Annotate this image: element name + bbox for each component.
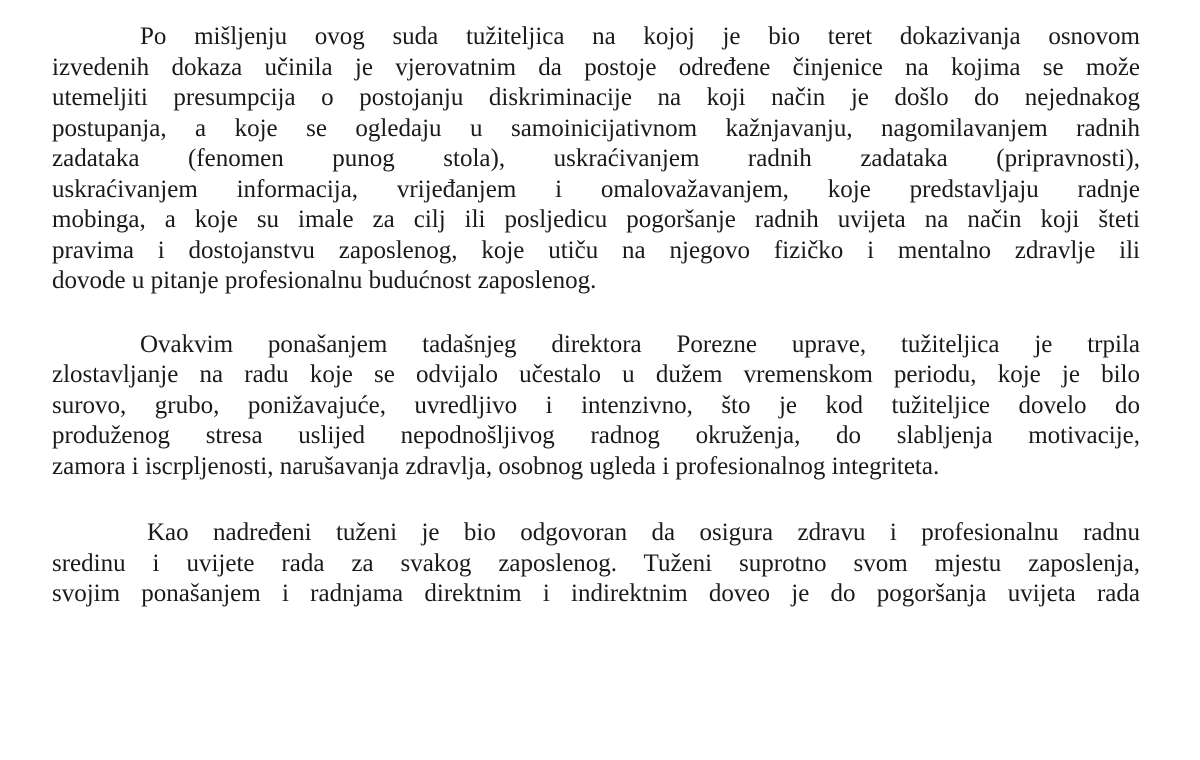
text-line: Po mišljenju ovog suda tužiteljica na kojoj je bio teret dokazivanja osnovom [140, 23, 1140, 50]
text-line: zadataka (fenomen punog stola), uskraćivanjem radnih zadataka (pripravnosti), [52, 145, 1140, 172]
text-line: produženog stresa uslijed nepodnošljivog radnog okruženja, do slabljenja motivacije, [52, 422, 1140, 449]
document-page [52, 22, 1140, 610]
text-line: utemeljiti presumpcija o postojanju diskriminacije na koji način je došlo do nejednakog [52, 84, 1140, 111]
text-line: Kao nadređeni tuženi je bio odgovoran da osigura zdravu i profesionalnu radnu [147, 519, 1140, 546]
text-line: postupanja, a koje se ogledaju u samoinicijativnom kažnjavanju, nagomilavanjem radnih [52, 114, 1140, 142]
text-line: pravima i dostojanstvu zaposlenog, koje utiču na njegovo fizičko i mentalno zdravlje ili [52, 236, 1140, 264]
paragraph-2 [52, 330, 1140, 483]
text-line: sredinu i uvijete rada za svakog zaposlenog. Tuženi suprotno svom mjestu zaposlenja, [52, 549, 1140, 577]
text-line: Ovakvim ponašanjem tadašnjeg direktora Porezne uprave, tužiteljica je trpila [140, 330, 1140, 358]
text-line: izvedenih dokaza učinila je vjerovatnim da postoje određene činjenice na kojima se može [52, 53, 1140, 81]
text-line: surovo, grubo, ponižavajuće, uvredljivo i intenzivno, što je kod tužiteljice dovelo do [52, 391, 1140, 419]
text-line: zamora i iscrpljenosti, narušavanja zdravlja, osobnog ugleda i profesionalnog integriteta. [52, 452, 940, 480]
text-line: dovode u pitanje profesionalnu budućnost zaposlenog. [52, 267, 597, 294]
paragraph-1 [52, 22, 1140, 297]
text-line: uskraćivanjem informacija, vrijeđanjem i omalovažavanjem, koje predstavljaju radnje [52, 175, 1140, 203]
text-line: mobinga, a koje su imale za cilj ili posljedicu pogoršanje radnih uvijeta na način koji šteti [52, 206, 1140, 233]
text-line: svojim ponašanjem i radnjama direktnim i indirektnim doveo je do pogoršanja uvijeta rada [52, 580, 1140, 607]
text-line: zlostavljanje na radu koje se odvijalo učestalo u dužem vremenskom periodu, koje je bilo [52, 361, 1140, 388]
paragraph-3 [52, 518, 1140, 610]
